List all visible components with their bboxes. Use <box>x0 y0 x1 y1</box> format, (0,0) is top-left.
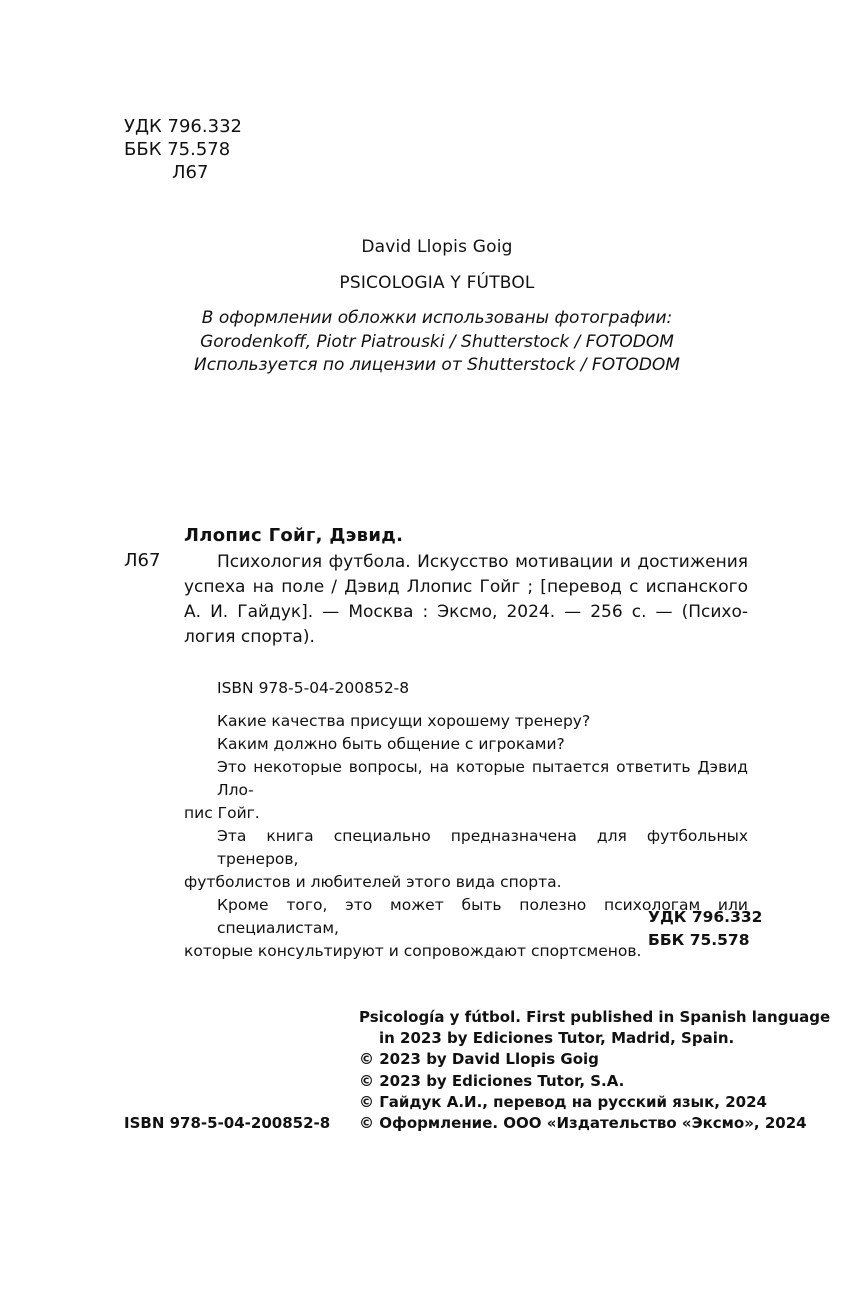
copyright-line: © Гайдук А.И., перевод на русский язык, 2024 <box>359 1092 767 1111</box>
bbk-code: ББК 75.578 <box>124 139 231 160</box>
copyright-line: © 2023 by Ediciones Tutor, S.A. <box>359 1071 625 1090</box>
annotation-question: Каким должно быть общение с игроками? <box>217 735 565 753</box>
udk-code: УДК 796.332 <box>648 908 763 926</box>
original-title: PSICOLOGIA Y FÚTBOL <box>339 273 535 293</box>
annotation-paragraph-line: которые консультируют и сопровождают спортсменов. <box>184 942 642 960</box>
udk-code: УДК 796.332 <box>124 116 242 137</box>
author-mark: Л67 <box>172 162 209 183</box>
record-author-heading: Ллопис Гойг, Дэвид. <box>184 525 404 546</box>
classification-top <box>124 115 242 184</box>
copyright-line: © Оформление. ООО «Издательство «Эксмо», 2024 <box>359 1114 807 1133</box>
description-line: Психология футбола. Искусство мотивации и достижения <box>217 552 748 572</box>
record-isbn: ISBN 978-5-04-200852-8 <box>217 679 410 697</box>
annotation-paragraph-line: пис Гойг. <box>184 804 260 822</box>
record-author-mark: Л67 <box>124 550 161 571</box>
bbk-code: ББК 75.578 <box>648 931 750 949</box>
description-line: А. И. Гайдук]. — Москва : Эксмо, 2024. — 256 с. — (Психо- <box>184 602 748 622</box>
original-author: David Llopis Goig <box>361 237 513 257</box>
copyright-line: in 2023 by Ediciones Tutor, Madrid, Spain. <box>379 1029 735 1048</box>
annotation-paragraph-line: Это некоторые вопросы, на которые пытается ответить Дэвид Лло- <box>217 758 748 799</box>
description-line: логия спорта). <box>184 627 315 647</box>
cover-credit-line: Используется по лицензии от Shutterstock / FOTODOM <box>194 355 680 375</box>
annotation-question: Какие качества присущи хорошему тренеру? <box>217 712 591 730</box>
copyright-block <box>359 1007 830 1134</box>
cover-credit <box>180 307 694 378</box>
annotation-paragraph-line: Кроме того, это может быть полезно психологам или специалистам, <box>217 896 748 937</box>
copyright-line: Psicología y fútbol. First published in Spanish language <box>359 1008 831 1026</box>
record-description <box>184 550 748 650</box>
annotation-paragraph-line: футболистов и любителей этого вида спорта. <box>184 873 562 891</box>
copyright-isbn: ISBN 978-5-04-200852-8 <box>124 1114 331 1132</box>
cover-credit-line: Gorodenkoff, Piotr Piatrouski / Shutterstock / FOTODOM <box>200 331 674 352</box>
copyright-line: © 2023 by David Llopis Goig <box>359 1050 599 1069</box>
description-line: успеха на поле / Дэвид Ллопис Гойг ; [перевод с испанского <box>184 577 748 597</box>
annotation-paragraph-line: Эта книга специально предназначена для футбольных тренеров, <box>217 827 748 868</box>
cover-credit-line: В оформлении обложки использованы фотографии: <box>201 308 673 328</box>
classification-bottom <box>648 906 762 952</box>
